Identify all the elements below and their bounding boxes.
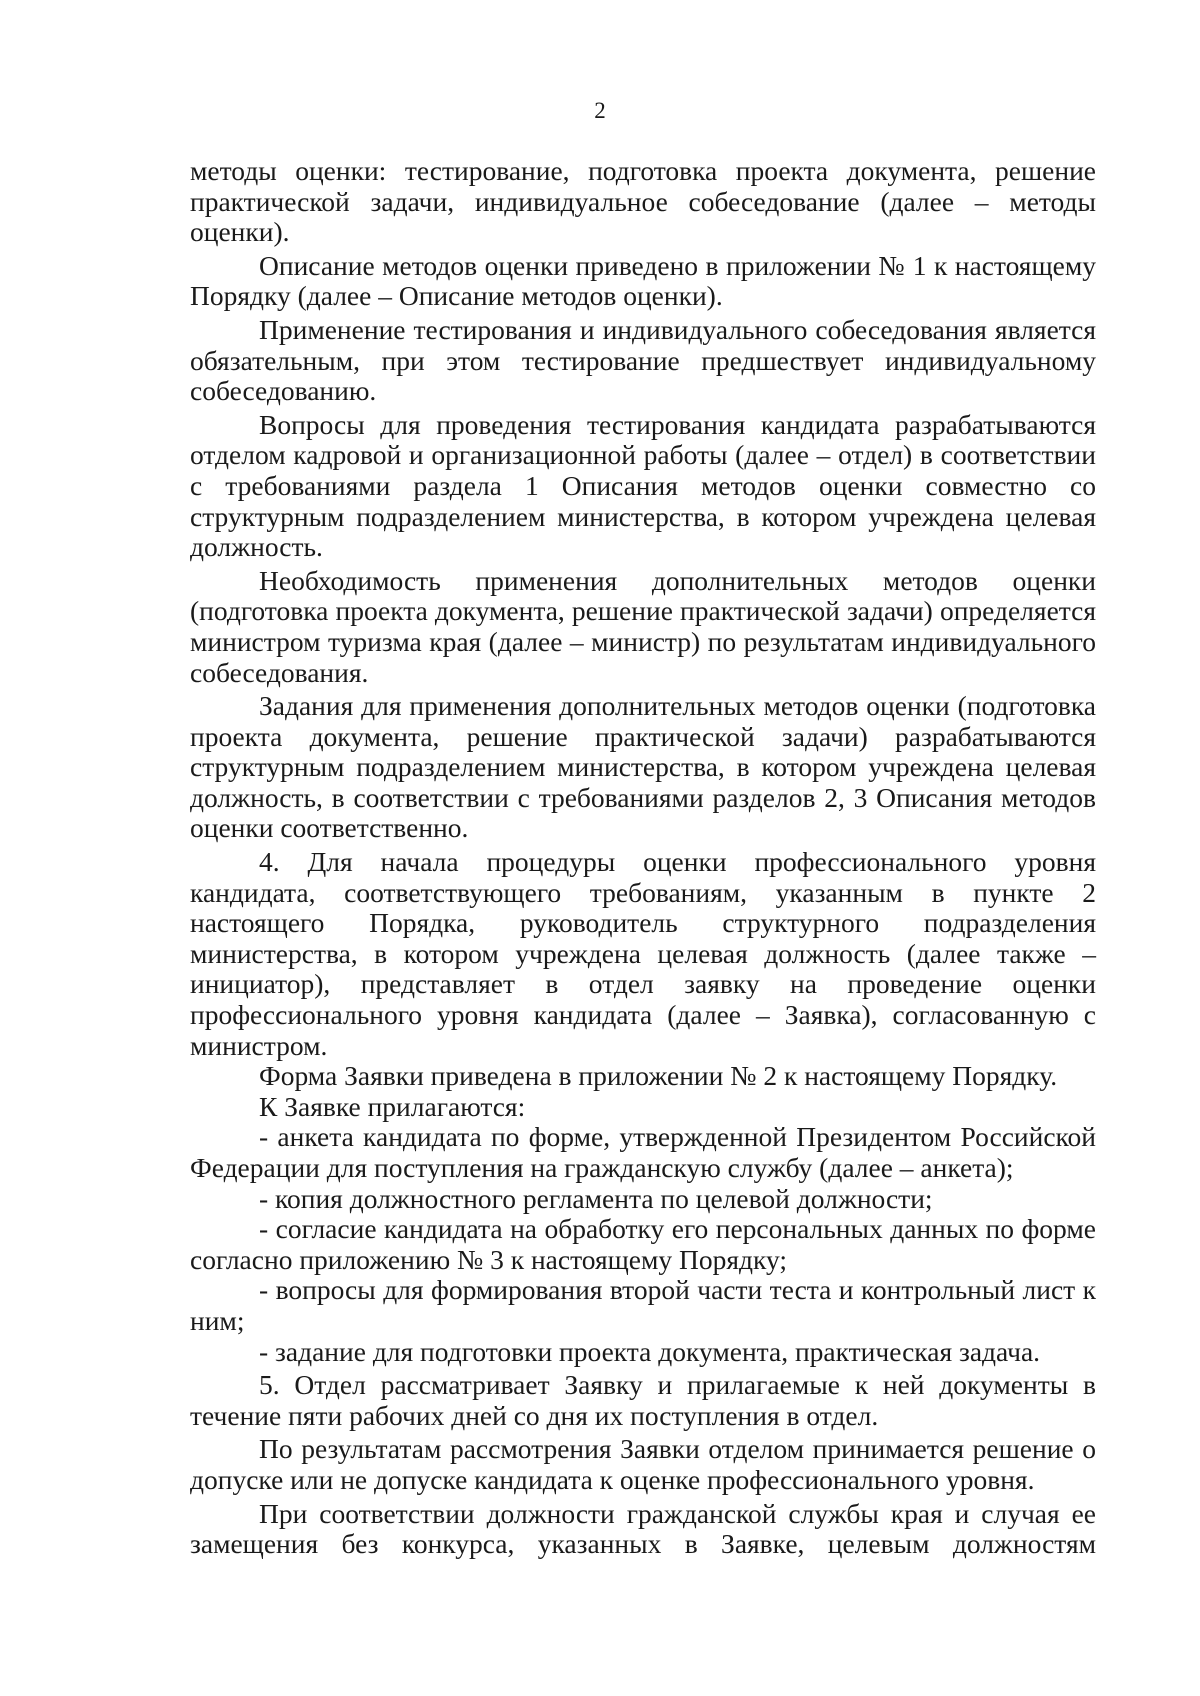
page-number: 2 [594,98,606,123]
paragraph: 5. Отдел рассматривает Заявку и прилагаемые к ней документы в течение пяти рабочих дней со дня их поступления в отдел. [190,1369,1096,1431]
paragraph: методы оценки: тестирование, подготовка проекта документа, решение практической задачи, индивидуальное собеседование (далее – методы оценки). [190,155,1096,248]
paragraph: Необходимость применения дополнительных методов оценки (подготовка проекта документа, решение практической задачи) определяется министром туризма края (далее – министр) по результатам индивидуального собеседования. [190,564,1096,688]
paragraph: К Заявке прилагаются: [259,1090,526,1122]
document-body [190,156,1096,1560]
list-item: - анкета кандидата по форме, утвержденной Президентом Российской Федерации для поступления на гражданскую службу (далее – анкета); [190,1121,1096,1183]
list-item: - задание для подготовки проекта документа, практическая задача. [259,1335,1041,1367]
paragraph: При соответствии должности гражданской службы края и случая ее замещения без конкурса, указанных в Заявке, целевым должностям [190,1497,1096,1560]
paragraph: По результатам рассмотрения Заявки отделом принимается решение о допуске или не допуске кандидата к оценке профессионального уровня. [190,1433,1096,1495]
paragraph: Форма Заявки приведена в приложении № 2 к настоящему Порядку. [259,1060,1058,1092]
list-item: - согласие кандидата на обработку его персональных данных по форме согласно приложению № 3 к настоящему Порядку; [190,1213,1096,1275]
paragraph: Вопросы для проведения тестирования кандидата разрабатываются отделом кадровой и организационной работы (далее – отдел) в соответствии с требованиями раздела 1 Описания методов оценки совместно со структурным подразделением министерства, в котором учреждена целевая должность. [190,408,1096,563]
list-item: - копия должностного регламента по целевой должности; [259,1182,933,1214]
paragraph: Описание методов оценки приведено в приложении № 1 к настоящему Порядку (далее – Описание методов оценки). [190,249,1096,312]
paragraph: Применение тестирования и индивидуального собеседования является обязательным, при этом тестирование предшествует индивидуальному собеседованию. [190,313,1096,407]
paragraph: Задания для применения дополнительных методов оценки (подготовка проекта документа, решение практической задачи) разрабатываются структурным подразделением министерства, в котором учреждена целевая должность, в соответствии с требованиями разделов 2, 3 Описания методов оценки соответственно. [190,690,1096,844]
list-item: - вопросы для формирования второй части теста и контрольный лист к ним; [190,1274,1096,1336]
paragraph: 4. Для начала процедуры оценки профессионального уровня кандидата, соответствующего требованиям, указанным в пункте 2 настоящего Порядка, руководитель структурного подразделения министерства, в котором учреждена целевая должность (далее также – инициатор), представляет в отдел заявку на проведение оценки профессионального уровня кандидата (далее – Заявка), согласованную с министром. [190,846,1096,1061]
